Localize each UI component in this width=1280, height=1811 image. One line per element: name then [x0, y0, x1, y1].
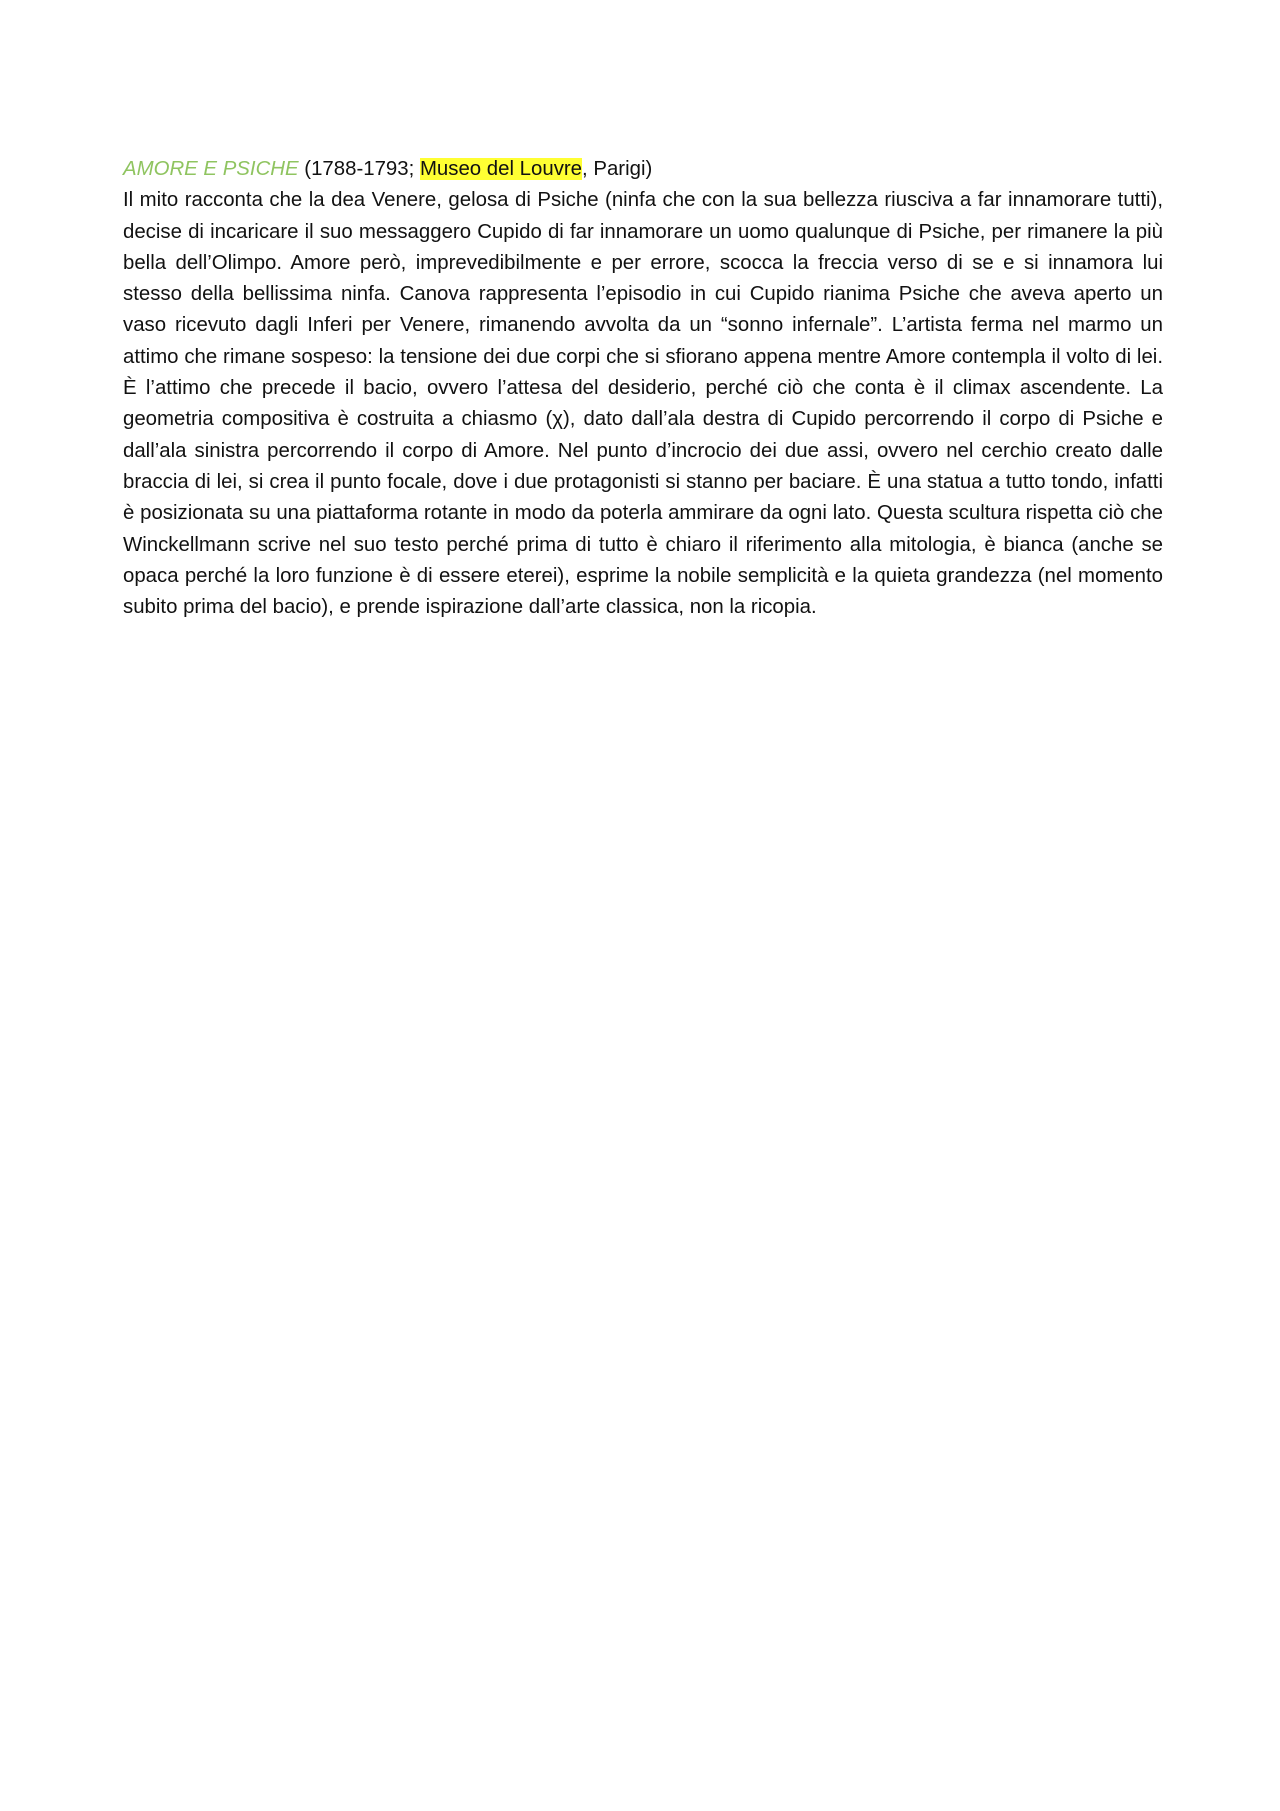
section-heading: [123, 154, 1163, 185]
document-content: [123, 154, 1163, 623]
body-paragraph: Il mito racconta che la dea Venere, gelosa di Psiche (ninfa che con la sua bellezza riusciva a far innamorare tutti), decise di incaricare il suo messaggero Cupido di far innamorare un uomo qualunque di Psiche, per rimanere la più bella dell’Olimpo. Amore però, imprevedibilmente e per errore, scocca la freccia verso di se e si innamora lui stesso della bellissima ninfa. Canova rappresenta l’episodio in cui Cupido rianima Psiche che aveva aperto un vaso ricevuto dagli Inferi per Venere, rimanendo avvolta da un “sonno infernale”. L’artista ferma nel marmo un attimo che rimane sospeso: la tensione dei due corpi che si sfiorano appena mentre Amore contempla il volto di lei. È l’attimo che precede il bacio, ovvero l’attesa del desiderio, perché ciò che conta è il climax ascendente. La geometria compositiva è costruita a chiasmo (χ), dato dall’ala destra di Cupido percorrendo il corpo di Psiche e dall’ala sinistra percorrendo il corpo di Amore. Nel punto d’incrocio dei due assi, ovvero nel cerchio creato dalle braccia di lei, si crea il punto focale, dove i due protagonisti si stanno per baciare. È una statua a tutto tondo, infatti è posizionata su una piattaforma rotante in modo da poterla ammirare da ogni lato. Questa scultura rispetta ciò che Winckellmann scrive nel suo testo perché prima di tutto è chiaro il riferimento alla mitologia, è bianca (anche se opaca perché la loro funzione è di essere eterei), esprime la nobile semplicità e la quieta grandezza (nel momento subito prima del bacio), e prende ispirazione dall’arte classica, non la ricopia.: [123, 189, 1163, 619]
museum-city: , Parigi): [582, 158, 653, 180]
artwork-title: AMORE E PSICHE: [123, 158, 299, 180]
artwork-dates: (1788-1793;: [298, 158, 420, 180]
museum-name: Museo del Louvre: [419, 158, 583, 180]
